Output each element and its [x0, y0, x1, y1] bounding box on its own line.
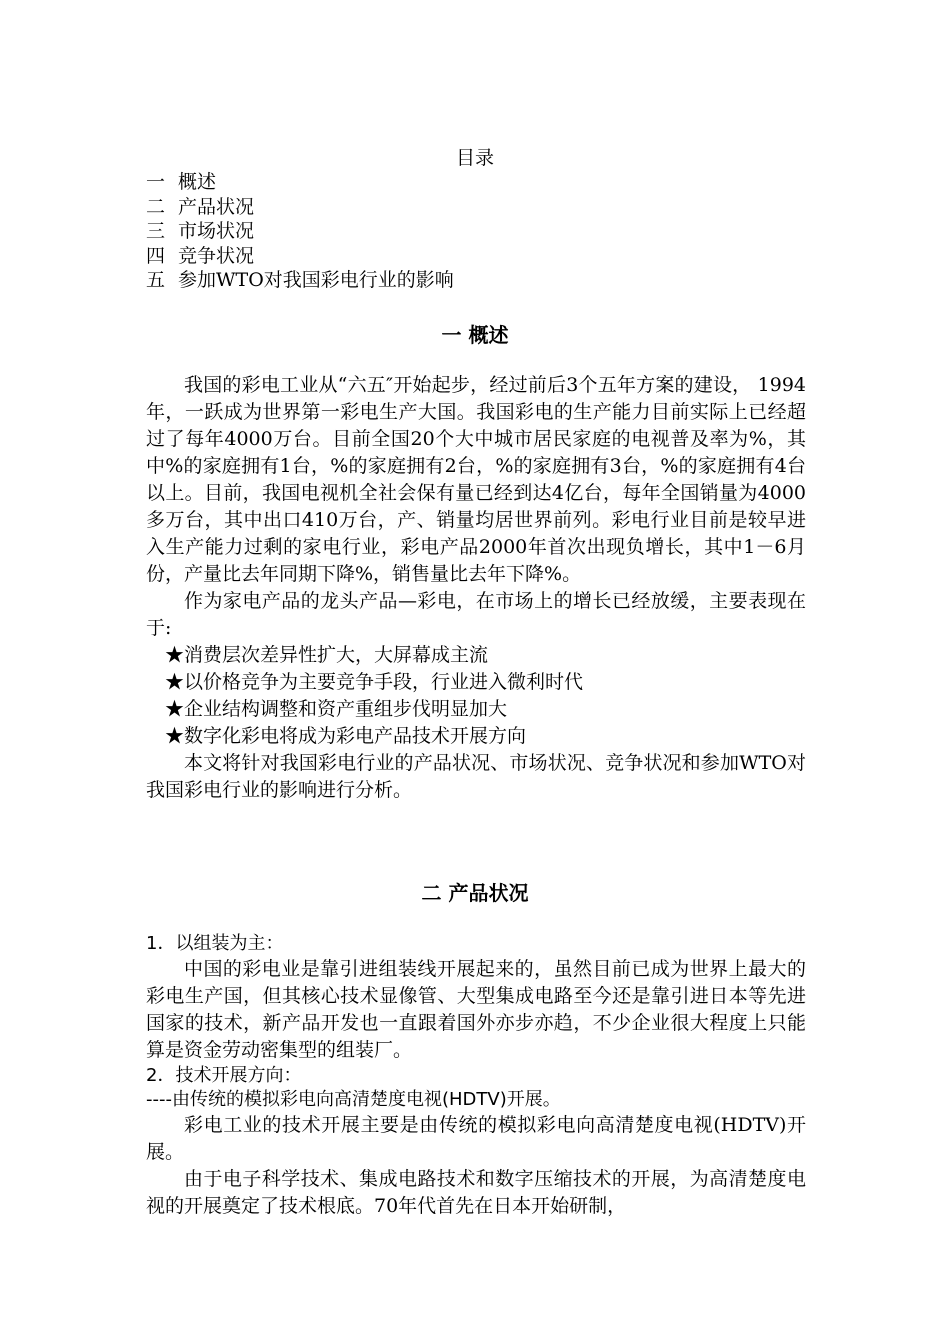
- section-heading-products: 二 产品状况: [421, 881, 529, 905]
- section-overview-body: [146, 372, 806, 804]
- toc-item: 三 市场状况: [146, 220, 255, 242]
- subheading: ----由传统的模拟彩电向高清楚度电视(HDTV)开展。: [146, 1089, 561, 1110]
- paragraph: 彩电工业的技术开展主要是由传统的模拟彩电向高清楚度电视(HDTV)开展。: [146, 1114, 806, 1163]
- bullet-item: ★数字化彩电将成为彩电产品技术开展方向: [165, 725, 527, 747]
- paragraph: 我国的彩电工业从“六五″开始起步，经过前后3个五年方案的建设， 1994年，一跃成为世界第一彩电生产大国。我国彩电的生产能力目前实际上已经超过了每年4000万台。目前全国20个大中城市居民家庭的电视普及率为%，其中%的家庭拥有1台，%的家庭拥有2台，%的家庭拥有3台，%的家庭拥有4台以上。目前，我国电视机全社会保有量已经到达4亿台，每年全国销量为4000多万台，其中出口410万台，产、销量均居世界前列。彩电行业目前是较早进入生产能力过剩的家电行业，彩电产品2000年首次出现负增长，其中1－6月份，产量比去年同期下降%，销售量比去年下降%。: [146, 374, 806, 585]
- paragraph: 作为家电产品的龙头产品—彩电，在市场上的增长已经放缓，主要表现在于:: [146, 590, 806, 639]
- toc-item: 五 参加WTO对我国彩电行业的影响: [146, 269, 454, 291]
- paragraph: 由于电子科学技术、集成电路技术和数字压缩技术的开展，为高清楚度电视的开展奠定了技术根底。70年代首先在日本开始研制，: [146, 1168, 806, 1217]
- toc-item: 四 竞争状况: [146, 244, 255, 267]
- subheading: 1．以组装为主：: [146, 933, 284, 954]
- toc-title: 目录: [455, 147, 494, 169]
- section-heading-overview: 一 概述: [441, 323, 509, 347]
- paragraph: 本文将针对我国彩电行业的产品状况、市场状况、竞争状况和参加WTO对我国彩电行业的影响进行分析。: [146, 752, 806, 801]
- section-products-body: [146, 932, 806, 1220]
- bullet-item: ★以价格竞争为主要竞争手段，行业进入微利时代: [165, 671, 584, 693]
- bullet-item: ★企业结构调整和资产重组步伐明显加大: [165, 698, 508, 720]
- table-of-contents: [146, 170, 454, 293]
- paragraph: 中国的彩电业是靠引进组装线开展起来的，虽然目前已成为世界上最大的彩电生产国，但其核心技术显像管、大型集成电路至今还是靠引进日本等先进国家的技术，新产品开发也一直跟着国外亦步亦趋，不少企业很大程度上只能算是资金劳动密集型的组装厂。: [146, 958, 806, 1061]
- bullet-item: ★消费层次差异性扩大，大屏幕成主流: [165, 644, 489, 666]
- toc-item: 一 概述: [146, 171, 217, 193]
- subheading: 2．技术开展方向：: [146, 1065, 302, 1086]
- toc-item: 二 产品状况: [146, 195, 255, 218]
